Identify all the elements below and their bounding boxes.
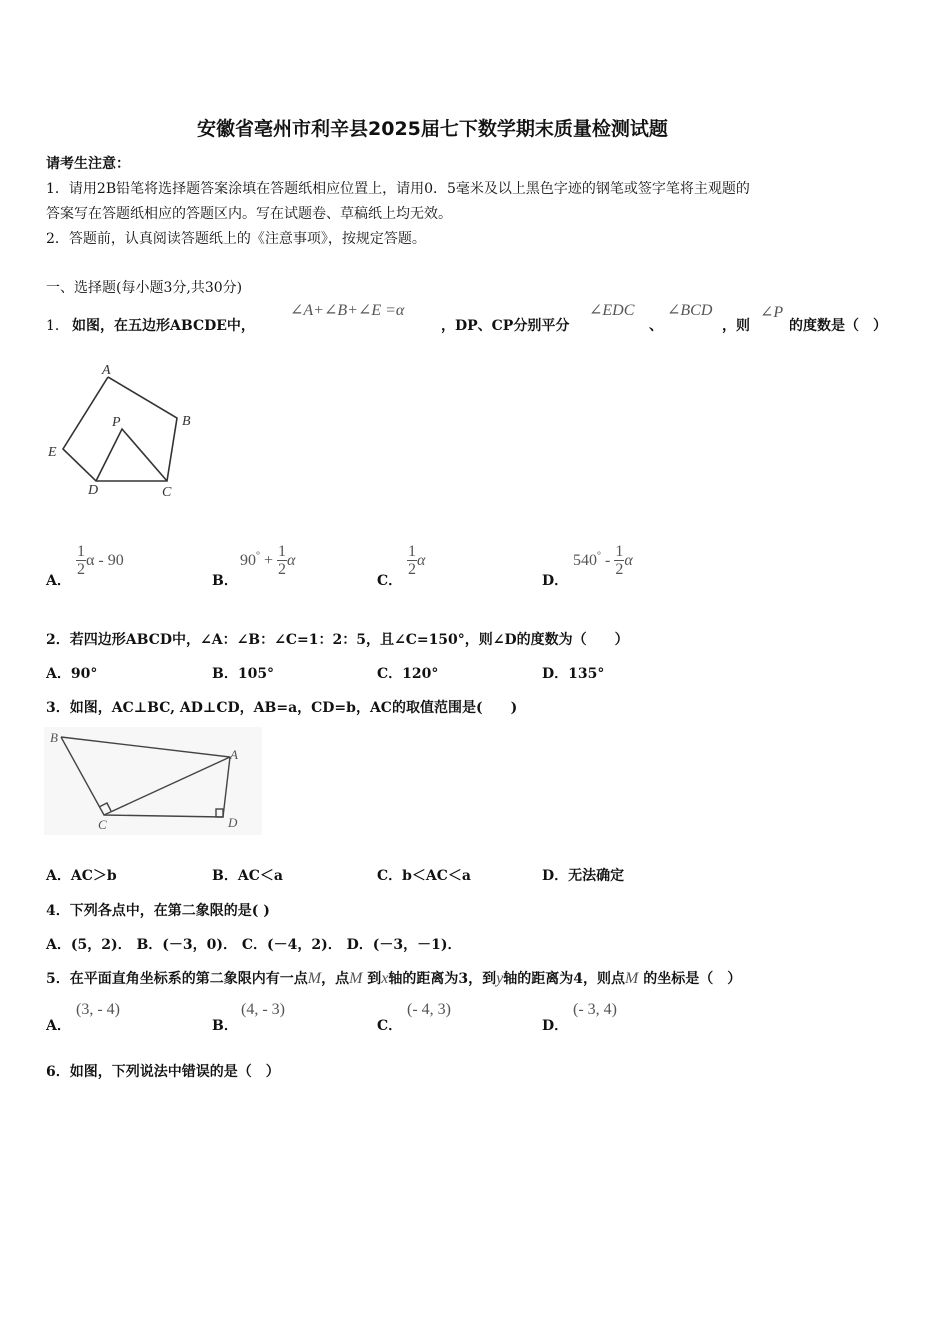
q5-text-5: 轴的距离为4，则点 <box>503 971 625 987</box>
frac-num: 1 <box>278 543 287 560</box>
q1-option-d-letter: D． <box>542 573 569 589</box>
q5-stem <box>46 968 741 988</box>
q5-option-c-letter: C． <box>377 1018 403 1034</box>
q5-text-6: 的坐标是（ ） <box>643 971 742 987</box>
q5-option-d-value: (- 3, 4) <box>573 1001 617 1018</box>
q5-option-a-letter: A． <box>46 1018 71 1034</box>
label-E: E <box>48 445 57 460</box>
q1-text-2: ，DP、CP分别平分 <box>441 318 570 334</box>
q1-option-a-expr <box>76 543 124 578</box>
q5-option-c-value: (- 4, 3) <box>407 1001 451 1018</box>
frac-den: 2 <box>278 561 287 578</box>
q2-text: 2．若四边形ABCD中，∠A：∠B：∠C=1：2：5，且∠C=150°，则∠D的度数为（ ） <box>46 632 629 648</box>
option-b-head: 90 <box>240 552 256 569</box>
q1-text-3: ，则 <box>722 318 750 334</box>
q5-text-2: ，点 <box>321 971 350 987</box>
label-D: D <box>88 483 99 498</box>
q1-sep: 、 <box>649 318 663 334</box>
q4-text: 4．下列各点中，在第二象限的是( ) <box>46 903 270 919</box>
q1-option-a-letter: A． <box>46 573 71 589</box>
page-title: 安徽省亳州市利辛县2025届七下数学期末质量检测试题 <box>197 118 668 140</box>
q6-text: 6．如图，下列说法中错误的是（ ） <box>46 1064 280 1080</box>
q1-condition: ∠A+∠B+∠E =α <box>290 302 405 319</box>
q3-option-a: A．AC＞b <box>46 868 117 884</box>
q5-text-1: 5．在平面直角坐标系的第二象限内有一点 <box>46 971 308 987</box>
q5-text-4: 轴的距离为3，到 <box>388 971 497 987</box>
notice-line-2: 答案写在答题纸相应的答题区内。写在试题卷、草稿纸上均无效。 <box>46 206 452 222</box>
option-b-tail: α <box>287 552 296 569</box>
q5-option-b-letter: B． <box>212 1018 238 1034</box>
option-b-deg: ° <box>256 550 260 562</box>
q1-text-4: 的度数是（ ） <box>789 318 887 334</box>
q5-y: y <box>496 970 504 987</box>
label-B: B <box>182 414 191 429</box>
label-C: C <box>98 817 107 832</box>
q3-text: 3．如图，AC⊥BC, AD⊥CD，AB=a，CD=b，AC的取值范围是( ) <box>46 700 518 716</box>
q1-option-c-expr <box>407 543 425 578</box>
q2-option-a: A．90° <box>46 666 98 682</box>
q1-angle-bcd: ∠BCD <box>667 302 713 319</box>
option-d-head: 540 <box>573 552 597 569</box>
option-c-tail: α <box>417 552 426 569</box>
q2-option-b: B．105° <box>212 666 275 682</box>
frac-num: 1 <box>615 543 624 560</box>
option-d-deg: ° <box>597 550 601 562</box>
notice-line-3: 2．答题前，认真阅读答题纸上的《注意事项》，按规定答题。 <box>46 231 426 247</box>
q5-option-a-value: (3, - 4) <box>76 1001 120 1018</box>
q1-option-c-letter: C． <box>377 573 403 589</box>
q1-angle-edc: ∠EDC <box>589 302 635 319</box>
option-d-tail: α <box>624 552 633 569</box>
q4-options: A．(5，2)． B．(－3，0)． C．(－4，2)． D．(－3，－1)． <box>46 937 462 953</box>
label-B: B <box>50 730 58 745</box>
label-D: D <box>228 815 238 830</box>
q1-option-d-expr <box>573 543 633 578</box>
option-d-minus: - <box>601 552 615 569</box>
frac-num: 1 <box>77 543 85 560</box>
label-A: A <box>102 363 111 378</box>
q1-option-b-letter: B． <box>212 573 238 589</box>
option-a-tail: α - 90 <box>86 552 124 569</box>
q5-text-3: 到 <box>367 971 382 987</box>
option-b-plus: + <box>260 552 278 569</box>
frac-den: 2 <box>615 561 624 578</box>
notice-heading: 请考生注意： <box>46 156 130 172</box>
q5-m-1: M <box>307 970 322 987</box>
q5-m-2: M <box>349 970 363 987</box>
triangle-figure <box>44 727 262 835</box>
q1-angle-p: ∠P <box>760 304 784 321</box>
q2-option-d: D．135° <box>542 666 605 682</box>
pentagon-figure <box>44 358 214 503</box>
q3-option-b: B．AC＜a <box>212 868 283 884</box>
label-C: C <box>162 485 172 500</box>
q1-text-1: 如图，在五边形ABCDE中， <box>72 318 255 334</box>
frac-num: 1 <box>408 543 416 560</box>
q3-option-d: D．无法确定 <box>542 868 625 884</box>
q5-m-3: M <box>625 970 639 987</box>
q1-option-b-expr <box>240 543 295 578</box>
q5-option-b-value: (4, - 3) <box>241 1001 285 1018</box>
q3-option-c: C．b＜AC＜a <box>377 868 472 884</box>
frac-den: 2 <box>77 561 85 578</box>
q1-number: 1． <box>46 318 69 334</box>
section-heading: 一、选择题(每小题3分,共30分) <box>46 280 243 296</box>
q5-x: x <box>381 970 389 987</box>
q2-option-c: C．120° <box>377 666 439 682</box>
notice-line-1: 1．请用2B铅笔将选择题答案涂填在答题纸相应位置上，请用0．5毫米及以上黑色字迹的钢笔或签字笔将主观题的 <box>46 181 750 197</box>
q5-option-d-letter: D． <box>542 1018 569 1034</box>
label-P: P <box>112 415 121 430</box>
label-A: A <box>230 747 238 762</box>
frac-den: 2 <box>408 561 416 578</box>
